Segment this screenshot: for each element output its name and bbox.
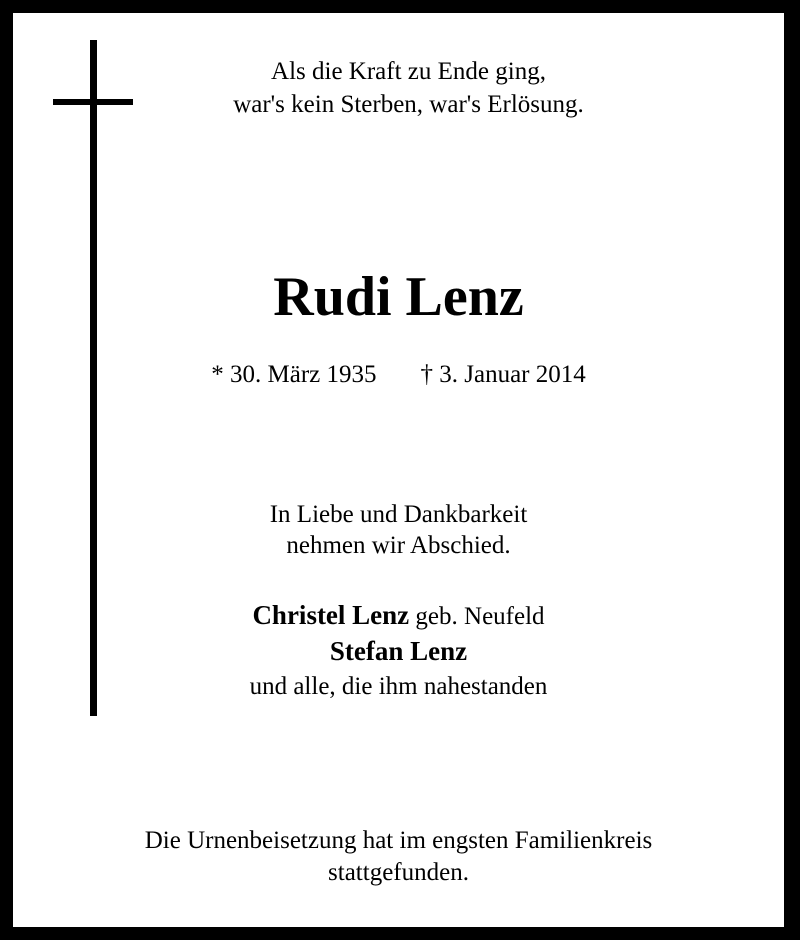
burial-note — [13, 825, 784, 889]
farewell-line-2: nehmen wir Abschied. — [286, 532, 511, 559]
mourner-1-name: Christel Lenz — [252, 600, 410, 630]
mourner-1 — [13, 598, 784, 634]
burial-line-1: Die Urnenbeisetzung hat im engsten Familienkreis — [144, 827, 653, 854]
deceased-name: Rudi Lenz — [273, 266, 524, 328]
farewell-text — [13, 499, 784, 561]
death-symbol: † — [420, 361, 433, 388]
life-dates — [13, 359, 784, 391]
mourner-1-note: geb. Neufeld — [415, 603, 545, 630]
verse-line-1: Als die Kraft zu Ende ging, — [271, 58, 546, 85]
death-date: 3. Januar 2014 — [439, 361, 586, 388]
obituary-card — [13, 13, 784, 927]
verse-line-2: war's kein Sterben, war's Erlösung. — [233, 91, 584, 118]
verse — [13, 55, 784, 121]
mourners-others: und alle, die ihm nahestanden — [249, 673, 548, 700]
mourner-2-name: Stefan Lenz — [329, 636, 468, 666]
burial-line-2: stattgefunden. — [328, 859, 469, 886]
mourners — [13, 598, 784, 704]
birth-date: 30. März 1935 — [230, 361, 377, 388]
mourner-2 — [13, 634, 784, 670]
birth-symbol: * — [211, 361, 224, 388]
farewell-line-1: In Liebe und Dankbarkeit — [269, 501, 528, 528]
